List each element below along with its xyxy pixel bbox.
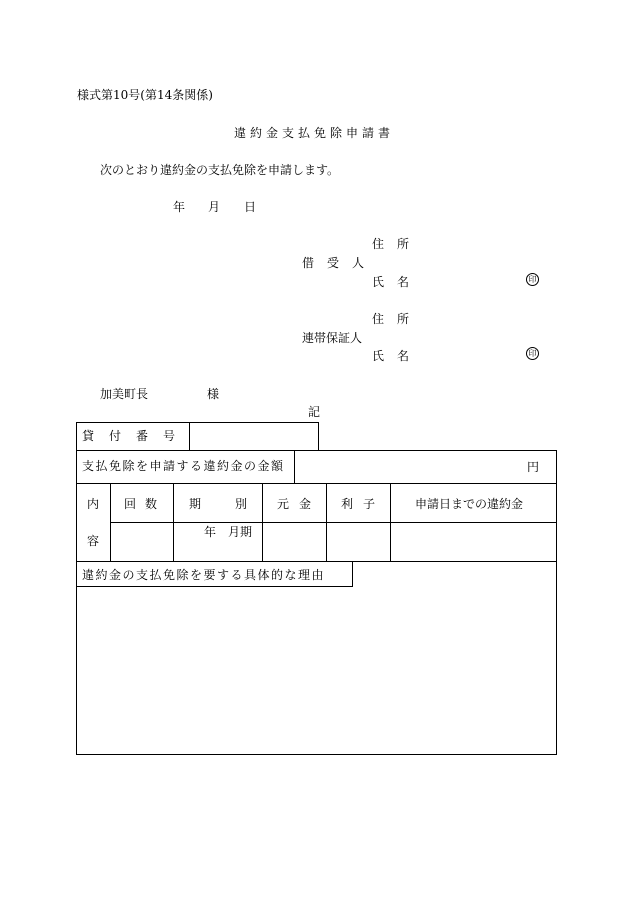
- borrower-name-label: 氏名: [372, 275, 423, 289]
- content-label-top: 内: [87, 497, 100, 511]
- borrower-address-label: 住所: [372, 237, 423, 251]
- guarantor-role: 連帯保証人: [302, 331, 363, 345]
- yen-unit: 円: [527, 460, 540, 474]
- document-title: 違約金支払免除申請書: [234, 126, 395, 140]
- reason-label: 違約金の支払免除を要する具体的な理由: [82, 568, 326, 582]
- date-day-label: 日: [244, 200, 257, 214]
- content-label-bottom: 容: [87, 534, 100, 548]
- count-field[interactable]: [111, 523, 173, 561]
- date-year-label: 年: [173, 200, 186, 214]
- amount-field[interactable]: [295, 451, 556, 483]
- addressee-name: 加美町長: [100, 387, 149, 401]
- guarantor-seal-icon: 印: [526, 347, 539, 360]
- intro-text: 次のとおり違約金の支払免除を申請します。: [100, 163, 340, 177]
- column-header-penalty: 申請日までの違約金: [415, 497, 524, 511]
- date-month-label: 月: [208, 200, 221, 214]
- form-number: 様式第10号(第14条関係): [77, 88, 213, 102]
- principal-field[interactable]: [263, 523, 326, 561]
- interest-field[interactable]: [327, 523, 390, 561]
- column-header-period: 期別: [189, 497, 282, 511]
- borrower-seal-icon: 印: [526, 273, 539, 286]
- reason-field[interactable]: [77, 587, 556, 754]
- period-placeholder: 年 月期: [204, 525, 253, 539]
- guarantor-name-label: 氏名: [372, 349, 423, 363]
- guarantor-address-label: 住所: [372, 312, 423, 326]
- ki-label: 記: [308, 405, 321, 419]
- amount-label: 支払免除を申請する違約金の金額: [82, 459, 285, 473]
- loan-number-label: 貸付番号: [82, 429, 191, 443]
- loan-number-field[interactable]: [190, 423, 318, 450]
- penalty-field[interactable]: [391, 523, 556, 561]
- column-header-count: 回数: [124, 497, 167, 511]
- column-header-interest: 利子: [341, 497, 386, 511]
- column-header-principal: 元金: [277, 497, 322, 511]
- borrower-role: 借受人: [302, 256, 378, 270]
- addressee-honorific: 様: [207, 387, 220, 401]
